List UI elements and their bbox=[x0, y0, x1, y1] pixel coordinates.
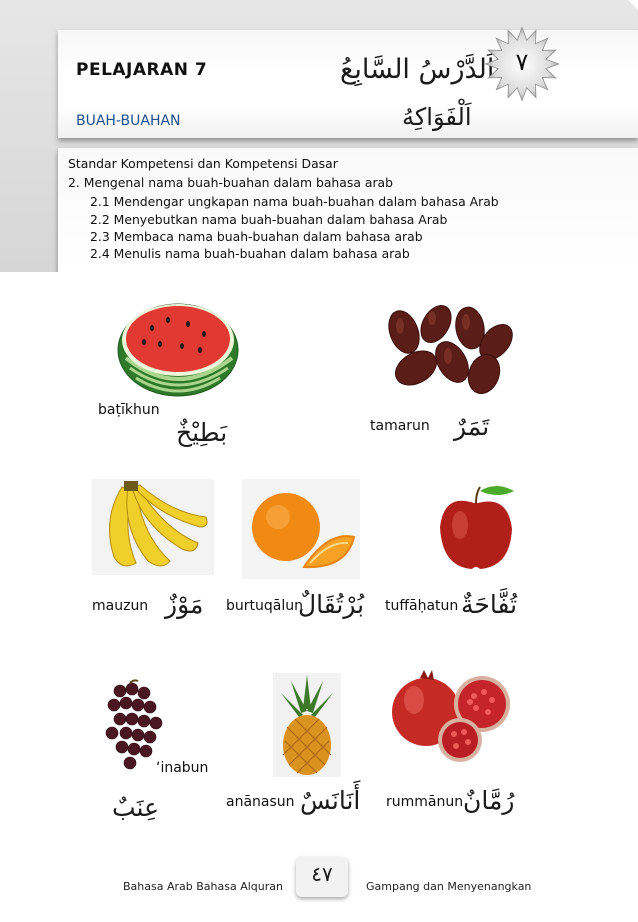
lesson-title-arabic: اَلدَّرْسُ السَّابِعُ bbox=[340, 54, 495, 85]
fruit-arabic-grapes: عِنَبٌ bbox=[112, 793, 160, 822]
topic-title: BUAH-BUAHAN bbox=[76, 113, 181, 129]
competency-sub-item: 2.4 Menulis nama buah-buahan dalam bahasa arab bbox=[90, 246, 410, 261]
pomegranate-icon bbox=[386, 668, 516, 764]
fruit-translit-watermelon: baṭīkhun bbox=[98, 402, 160, 418]
fruit-translit-pomegranate: rummānun bbox=[386, 794, 464, 810]
footer-left-text: Bahasa Arab Bahasa Alquran bbox=[123, 880, 283, 893]
fruit-arabic-pineapple: أَنَانَسٌ bbox=[300, 786, 361, 815]
pineapple-icon bbox=[273, 673, 341, 777]
fruit-translit-banana: mauzun bbox=[92, 598, 149, 614]
apple-icon bbox=[434, 483, 518, 573]
fruit-translit-orange: burtuqālun bbox=[226, 598, 303, 614]
banana-icon bbox=[92, 479, 214, 575]
topic-title-arabic: اَلْفَوَاكِهُ bbox=[402, 103, 472, 131]
fruit-translit-apple: tuffāḥatun bbox=[385, 598, 459, 614]
footer-right-text: Gampang dan Menyenangkan bbox=[366, 880, 532, 893]
fruit-arabic-apple: تُفَّاحَةٌ bbox=[461, 590, 518, 619]
fruit-arabic-banana: مَوْزٌ bbox=[165, 590, 204, 619]
competency-main-item: 2. Mengenal nama buah-buahan dalam bahasa arab bbox=[68, 175, 394, 190]
grapes-icon bbox=[100, 679, 178, 773]
competency-sub-item: 2.2 Menyebutkan nama buah-buahan dalam bahasa Arab bbox=[90, 212, 448, 227]
fruit-translit-pineapple: anānasun bbox=[226, 794, 295, 810]
competency-sub-item: 2.1 Mendengar ungkapan nama buah-buahan dalam bahasa Arab bbox=[90, 194, 499, 209]
dates-icon bbox=[382, 302, 514, 398]
fruit-arabic-dates: تَمَرٌ bbox=[454, 412, 490, 441]
orange-icon bbox=[242, 479, 360, 579]
fruit-translit-dates: tamarun bbox=[370, 418, 430, 434]
watermelon-icon bbox=[112, 298, 244, 400]
fruit-arabic-watermelon: بَطِيْخٌ bbox=[176, 418, 228, 447]
fruit-translit-grapes: ‘inabun bbox=[156, 760, 209, 776]
page-number: ٤٧ bbox=[311, 862, 333, 886]
fruit-arabic-orange: بُرْتُقَالٌ bbox=[298, 590, 365, 619]
lesson-number-badge: ٧ bbox=[515, 48, 529, 76]
fruit-arabic-pomegranate: رُمَّانٌ bbox=[463, 786, 515, 815]
competency-sub-item: 2.3 Membaca nama buah-buahan dalam bahasa arab bbox=[90, 229, 423, 244]
lesson-title: PELAJARAN 7 bbox=[76, 60, 208, 80]
page-corner-fold bbox=[628, 0, 638, 10]
competency-heading: Standar Kompetensi dan Kompetensi Dasar bbox=[68, 156, 338, 171]
